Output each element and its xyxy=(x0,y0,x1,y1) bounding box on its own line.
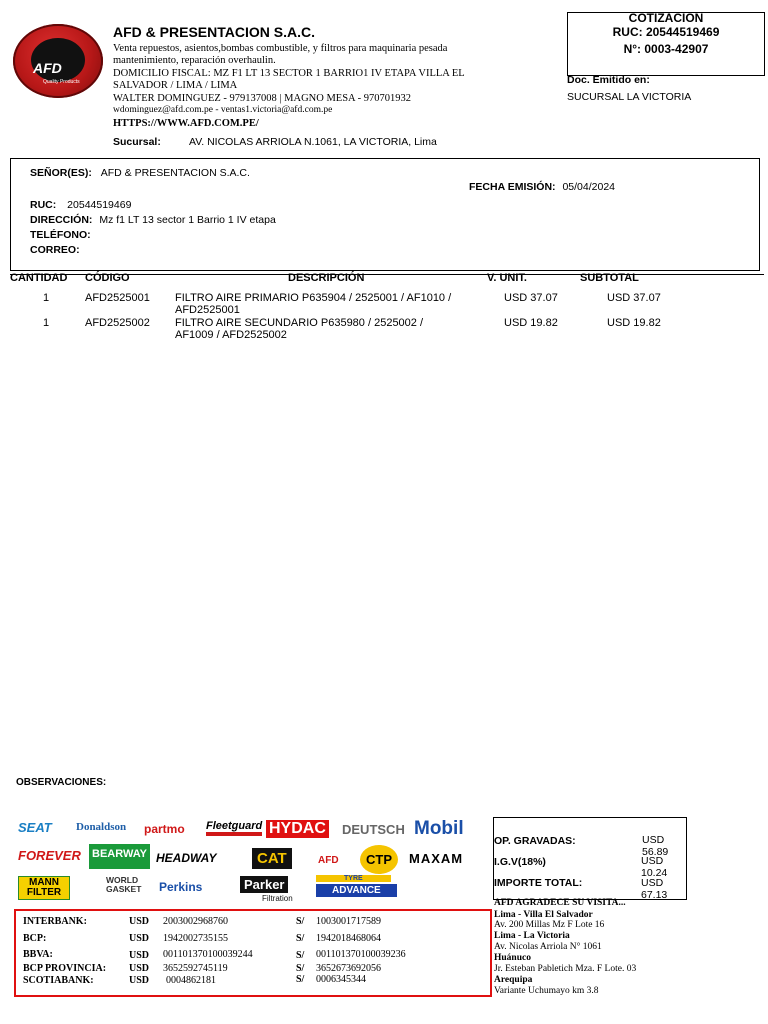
branch-name: Huánuco xyxy=(494,953,531,963)
branch-address: Jr. Esteban Pabletich Mza. F Lote. 03 xyxy=(494,964,637,974)
igv-label: I.G.V(18%) xyxy=(494,856,546,868)
company-info-line: WALTER DOMINGUEZ - 979137008 | MAGNO MESA - 970701932 xyxy=(113,93,412,104)
bank-pen-label: S/ xyxy=(296,963,305,974)
bank-usd-account: 2003002968760 xyxy=(163,916,228,927)
telefono-label: TELÉFONO: xyxy=(30,229,91,241)
bank-usd-label: USD xyxy=(129,950,150,961)
totals-box xyxy=(493,817,687,900)
row-subtotal: USD 37.07 xyxy=(607,292,661,304)
quote-header-box xyxy=(567,12,765,76)
bank-usd-label: USD xyxy=(129,933,150,944)
row-subtotal: USD 19.82 xyxy=(607,317,661,329)
bank-pen-label: S/ xyxy=(296,916,305,927)
company-info xyxy=(113,43,513,130)
branch-name: Lima - Villa El Salvador xyxy=(494,910,593,920)
company-info-line: SALVADOR / LIMA / LIMA xyxy=(113,79,238,91)
row-descripcion-1: FILTRO AIRE SECUNDARIO P635980 / 2525002 / xyxy=(175,317,424,329)
senor-value: AFD & PRESENTACION S.A.C. xyxy=(100,167,250,179)
client-direccion xyxy=(30,214,276,226)
brand-logos xyxy=(16,817,490,905)
parker-logo: Parker xyxy=(240,876,288,893)
row-cantidad: 1 xyxy=(43,292,50,304)
total-label: IMPORTE TOTAL: xyxy=(494,877,583,889)
col-cantidad: CANTIDAD xyxy=(10,272,68,284)
branch-address: Av. 200 Millas Mz F Lote 16 xyxy=(494,920,605,930)
bank-pen-account: 0006345344 xyxy=(316,974,366,985)
sucursal-value: AV. NICOLAS ARRIOLA N.1061, LA VICTORIA, Lima xyxy=(189,136,437,148)
direccion-value: Mz f1 LT 13 sector 1 Barrio 1 IV etapa xyxy=(99,214,276,226)
ctp-logo: CTP xyxy=(360,845,398,874)
parker-subtitle: Filtration xyxy=(262,894,293,903)
row-cantidad: 1 xyxy=(43,317,50,329)
bank-name: SCOTIABANK: xyxy=(23,975,94,986)
gravadas-label: OP. GRAVADAS: xyxy=(494,835,576,847)
client-ruc xyxy=(30,199,131,211)
company-website[interactable]: HTTPS://WWW.AFD.COM.PE/ xyxy=(113,118,259,129)
ruc-label: RUC: xyxy=(30,199,57,211)
afd-brand-logo: AFD xyxy=(318,855,339,866)
bank-pen-account: 1003001717589 xyxy=(316,916,381,927)
branch-address: Av. Nicolas Arriola N° 1061 xyxy=(494,942,602,952)
branch-address: Variante Uchumayo km 3.8 xyxy=(494,986,599,996)
observaciones-label: OBSERVACIONES: xyxy=(16,777,107,788)
deutsch-logo: DEUTSCH xyxy=(342,822,405,837)
direccion-label: DIRECCIÓN: xyxy=(30,214,93,226)
bank-usd-account: 0004862181 xyxy=(166,975,216,986)
sucursal-label: Sucursal: xyxy=(113,136,161,148)
bank-pen-account: 001101370100039236 xyxy=(316,949,406,960)
donaldson-logo: Donaldson xyxy=(76,821,127,833)
bank-name: BCP PROVINCIA: xyxy=(23,963,107,974)
row-vunit: USD 19.82 xyxy=(504,317,558,329)
senor-label: SEÑOR(ES): xyxy=(30,167,92,179)
bank-pen-label: S/ xyxy=(296,974,305,985)
doc-emitido-value: SUCURSAL LA VICTORIA xyxy=(567,91,692,103)
company-name: AFD & PRESENTACION S.A.C. xyxy=(113,24,315,40)
fecha-value: 05/04/2024 xyxy=(562,181,616,193)
bank-usd-account: 1942002735155 xyxy=(163,933,228,944)
bank-accounts-box xyxy=(14,909,492,997)
fleetguard-logo: Fleetguard xyxy=(206,820,262,836)
tyre-label: TYRE xyxy=(316,875,391,882)
bank-name: BCP: xyxy=(23,933,47,944)
total-value: USD 67.13 xyxy=(641,877,668,901)
row-descripcion-2: AFD2525001 xyxy=(175,304,240,316)
branch-name: Arequipa xyxy=(494,975,533,985)
row-codigo: AFD2525001 xyxy=(85,292,150,304)
headway-logo: HEADWAY xyxy=(156,851,217,865)
bank-name: BBVA: xyxy=(23,949,53,960)
bank-pen-account: 3652673692056 xyxy=(316,963,381,974)
correo-label: CORREO: xyxy=(30,244,80,256)
bank-pen-label: S/ xyxy=(296,933,305,944)
col-vunit: V. UNIT. xyxy=(487,272,527,284)
partmo-logo: partmo xyxy=(144,822,185,836)
quote-title: COTIZACION xyxy=(628,11,704,25)
ruc-value: 20544519469 xyxy=(67,199,132,211)
bank-usd-label: USD xyxy=(129,963,150,974)
company-info-line: Venta repuestos, asientos,bombas combustible, y filtros para maquinaria pesada xyxy=(113,43,448,54)
company-info-line: wdominguez@afd.com.pe - ventas1.victoria@afd.com.pe xyxy=(113,104,333,115)
bank-usd-account: 3652592745119 xyxy=(163,963,228,974)
mann-filter-logo: MANN FILTER xyxy=(18,876,70,900)
client-senor xyxy=(30,167,250,179)
bank-pen-label: S/ xyxy=(296,950,305,961)
col-codigo: CÓDIGO xyxy=(85,272,130,284)
company-info-line: DOMICILIO FISCAL: MZ F1 LT 13 SECTOR 1 BARRIO1 IV ETAPA VILLA EL xyxy=(113,68,465,79)
bank-usd-label: USD xyxy=(129,916,150,927)
quote-number: N°: 0003-42907 xyxy=(623,42,709,56)
bearway-logo: BEARWAY xyxy=(89,844,150,869)
igv-value: USD 10.24 xyxy=(641,855,668,879)
quote-ruc: RUC: 20544519469 xyxy=(612,25,720,39)
cat-logo: CAT xyxy=(252,848,292,869)
maxam-logo: MAXAM xyxy=(409,851,464,866)
row-codigo: AFD2525002 xyxy=(85,317,150,329)
world-gasket-logo: WORLD GASKET xyxy=(106,875,142,894)
row-descripcion-1: FILTRO AIRE PRIMARIO P635904 / 2525001 / AF1010 / xyxy=(175,292,452,304)
fecha-label: FECHA EMISIÓN: xyxy=(469,181,556,193)
bank-usd-account: 001101370100039244 xyxy=(163,949,253,960)
col-subtotal: SUBTOTAL xyxy=(580,272,639,284)
advance-logo: ADVANCE xyxy=(316,884,397,897)
branch-name: Lima - La Victoria xyxy=(494,931,570,941)
hydac-logo: HYDAC xyxy=(266,820,329,838)
bank-pen-account: 1942018468064 xyxy=(316,933,381,944)
row-descripcion-2: AF1009 / AFD2525002 xyxy=(175,329,287,341)
forever-logo: FOREVER xyxy=(18,848,81,863)
perkins-logo: Perkins xyxy=(159,880,203,894)
bank-usd-label: USD xyxy=(129,975,150,986)
agradece-title: AFD AGRADECE SU VISITA... xyxy=(494,898,626,908)
logo-text: AFD xyxy=(33,60,62,76)
bank-name: INTERBANK: xyxy=(23,916,87,927)
col-descripcion: DESCRIPCIÓN xyxy=(288,272,365,284)
afd-logo xyxy=(13,24,103,98)
logo-subtitle: Quality Products xyxy=(43,79,80,85)
client-fecha xyxy=(469,181,615,193)
gravadas-value: USD 56.89 xyxy=(642,834,669,858)
company-info-line: mantenimiento, reparación overhaulin. xyxy=(113,54,276,66)
seat-logo: SEAT xyxy=(18,820,52,835)
doc-emitido-label: Doc. Emitido en: xyxy=(567,74,650,86)
mobil-logo: Mobil xyxy=(414,818,464,839)
row-vunit: USD 37.07 xyxy=(504,292,558,304)
